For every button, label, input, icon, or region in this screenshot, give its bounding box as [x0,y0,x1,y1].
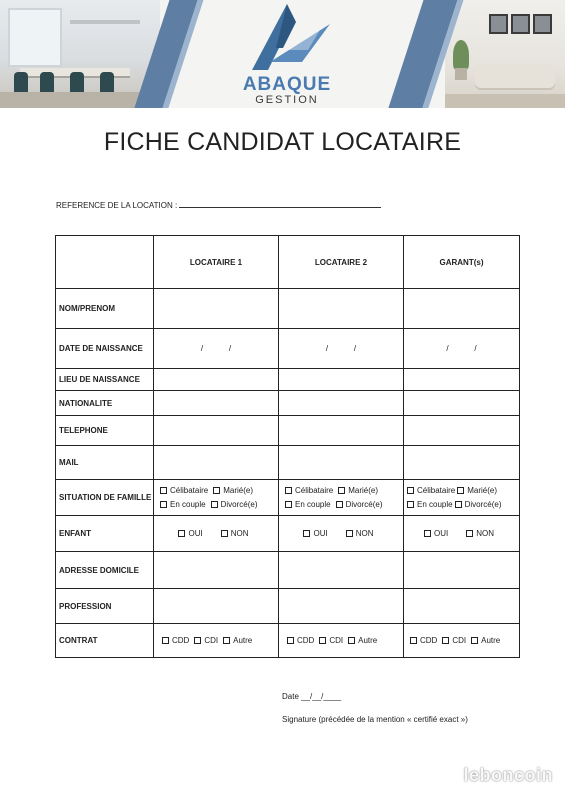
option-label: CDI [204,635,219,645]
enfant-locataire-2-cell [279,516,404,552]
option-label: NON [230,529,249,538]
nom-locataire-2-cell[interactable] [279,289,404,329]
abaque-a-icon [242,2,332,74]
option-label: OUI [188,529,203,538]
contrat-locataire-2-cell [279,624,404,658]
reference-field[interactable] [56,200,381,210]
abaque-logo [222,0,352,108]
nom-locataire-1-cell[interactable] [154,289,279,329]
checkbox-cdd[interactable] [287,637,294,644]
row-label-contrat: CONTRAT [56,624,154,658]
checkbox-couple[interactable] [285,501,292,508]
option-label: Autre [481,635,501,645]
col-header-locataire-1: LOCATAIRE 1 [154,236,279,289]
dining-room-photo [0,0,160,108]
signature-mention: Signature (précédée de la mention « certifié exact ») [282,715,468,724]
page-title: FICHE CANDIDAT LOCATAIRE [103,128,462,156]
signature-date-field[interactable]: Date __/__/____ [282,692,342,701]
checkbox-cdi[interactable] [442,637,449,644]
checkbox-marie[interactable] [457,487,464,494]
profession-garant-cell[interactable] [404,589,520,624]
option-label: Célibataire [417,485,456,495]
checkbox-autre[interactable] [223,637,230,644]
profession-locataire-1-cell[interactable] [154,589,279,624]
header-banner [0,0,565,108]
checkbox-divorce[interactable] [211,501,218,508]
telephone-locataire-2-cell[interactable] [279,416,404,446]
checkbox-cdd[interactable] [410,637,417,644]
nom-garant-cell[interactable] [404,289,520,329]
option-label: Célibataire [170,485,209,495]
checkbox-autre[interactable] [471,637,478,644]
date-separator: / [325,344,329,353]
option-label: Marié(e) [348,485,379,495]
row-mail [56,446,520,480]
row-lieu [56,369,520,391]
lieu-locataire-1-cell[interactable] [154,369,279,391]
checkbox-autre[interactable] [348,637,355,644]
header-row [56,236,520,289]
checkbox-celibataire[interactable] [160,487,167,494]
option-label: CDD [420,635,438,645]
row-label-telephone: TELEPHONE [56,416,154,446]
checkbox-divorce[interactable] [336,501,343,508]
row-profession [56,589,520,624]
row-situation [56,480,520,516]
row-label-mail: MAIL [56,446,154,480]
checkbox-celibataire[interactable] [407,487,414,494]
checkbox-non[interactable] [346,530,353,537]
nationalite-locataire-2-cell[interactable] [279,391,404,416]
living-room-photo [445,0,565,108]
row-adresse [56,552,520,589]
contrat-locataire-1-cell [154,624,279,658]
contrat-garant-cell [404,624,520,658]
date-separator: / [353,344,357,353]
checkbox-couple[interactable] [160,501,167,508]
checkbox-oui[interactable] [424,530,431,537]
lieu-locataire-2-cell[interactable] [279,369,404,391]
row-label-naissance: DATE DE NAISSANCE [56,329,154,369]
mail-garant-cell[interactable] [404,446,520,480]
option-label: En couple [295,499,331,509]
option-label: Marié(e) [467,485,498,495]
option-label: OUI [433,529,449,538]
option-label: Divorcé(e) [220,499,258,509]
row-naissance [56,329,520,369]
leboncoin-watermark: leboncoin [463,765,553,785]
candidate-table [55,235,520,658]
checkbox-non[interactable] [221,530,228,537]
row-label-nom: NOM/PRENOM [56,289,154,329]
checkbox-marie[interactable] [213,487,220,494]
col-header-garant: GARANT(s) [404,236,520,289]
option-label: CDD [297,635,315,645]
reference-blank-line[interactable] [179,200,381,208]
row-nationalite [56,391,520,416]
option-label: CDD [172,635,190,645]
mail-locataire-1-cell[interactable] [154,446,279,480]
checkbox-non[interactable] [466,530,473,537]
adresse-garant-cell[interactable] [404,552,520,589]
row-contrat [56,624,520,658]
row-nom [56,289,520,329]
date-separator: / [228,344,232,353]
situation-garant-cell [404,480,520,516]
telephone-locataire-1-cell[interactable] [154,416,279,446]
empty-corner-cell [56,236,154,289]
naissance-locataire-2-cell[interactable] [279,329,404,369]
row-label-adresse: ADRESSE DOMICILE [56,552,154,589]
situation-locataire-2-cell [279,480,404,516]
enfant-garant-cell [404,516,520,552]
option-label: Divorcé(e) [345,499,383,509]
option-label: En couple [417,499,453,509]
situation-locataire-1-cell [154,480,279,516]
option-label: NON [476,529,494,538]
reference-label: REFERENCE DE LA LOCATION : [56,201,178,210]
mail-locataire-2-cell[interactable] [279,446,404,480]
logo-name: ABAQUE [242,74,332,95]
checkbox-celibataire[interactable] [285,487,292,494]
option-label: NON [355,529,374,538]
checkbox-couple[interactable] [407,501,414,508]
row-label-situation: SITUATION DE FAMILLE [56,480,154,516]
checkbox-cdi[interactable] [194,637,201,644]
naissance-garant-cell[interactable] [404,329,520,369]
lieu-garant-cell[interactable] [404,369,520,391]
adresse-locataire-2-cell[interactable] [279,552,404,589]
checkbox-divorce[interactable] [455,501,462,508]
date-separator: / [446,344,449,353]
option-label: CDI [329,635,344,645]
date-separator: / [474,344,477,353]
option-label: En couple [170,499,206,509]
profession-locataire-2-cell[interactable] [279,589,404,624]
row-label-profession: PROFESSION [56,589,154,624]
option-label: CDI [452,635,467,645]
option-label: Célibataire [295,485,334,495]
nationalite-locataire-1-cell[interactable] [154,391,279,416]
option-label: Autre [233,635,253,645]
checkbox-oui[interactable] [178,530,185,537]
checkbox-marie[interactable] [338,487,345,494]
logo-subtitle: GESTION [255,94,319,106]
row-telephone [56,416,520,446]
option-label: Marié(e) [223,485,254,495]
date-separator: / [200,344,204,353]
enfant-locataire-1-cell [154,516,279,552]
naissance-locataire-1-cell[interactable] [154,329,279,369]
row-enfant [56,516,520,552]
telephone-garant-cell[interactable] [404,416,520,446]
checkbox-cdd[interactable] [162,637,169,644]
row-label-lieu: LIEU DE NAISSANCE [56,369,154,391]
option-label: OUI [313,529,328,538]
checkbox-oui[interactable] [303,530,310,537]
row-label-enfant: ENFANT [56,516,154,552]
row-label-nationalite: NATIONALITE [56,391,154,416]
col-header-locataire-2: LOCATAIRE 2 [279,236,404,289]
checkbox-cdi[interactable] [319,637,326,644]
adresse-locataire-1-cell[interactable] [154,552,279,589]
option-label: Autre [358,635,378,645]
nationalite-garant-cell[interactable] [404,391,520,416]
option-label: Divorcé(e) [464,499,502,509]
